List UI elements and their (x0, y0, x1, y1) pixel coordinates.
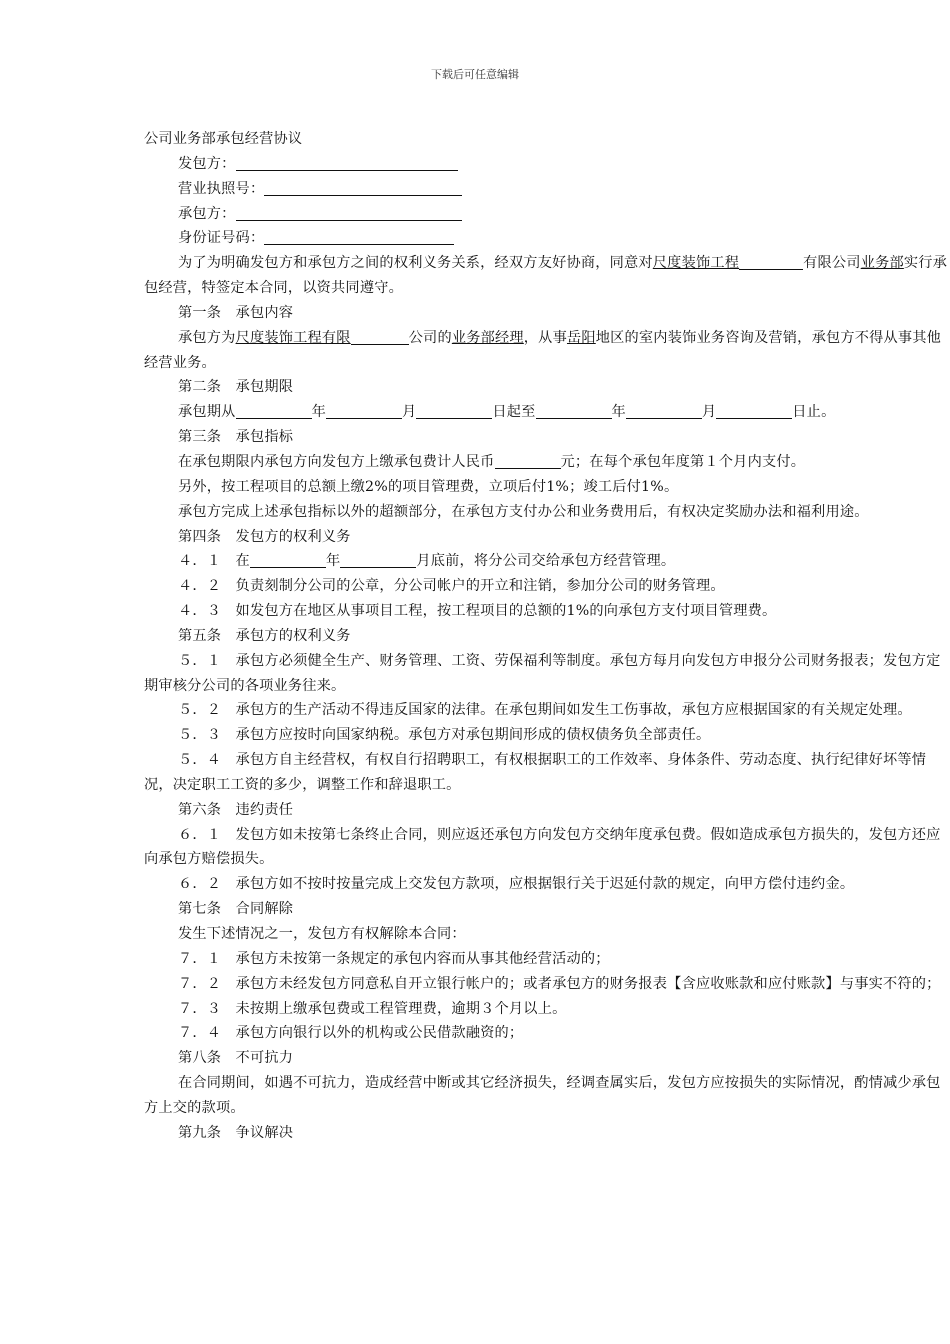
field-label: 营业执照号： (178, 180, 265, 197)
document-body (144, 127, 948, 1146)
intro-text: 为了为明确发包方和承包方之间的权利义务关系，经双方友好协商，同意对 (178, 255, 653, 272)
blank-line (495, 450, 561, 469)
text: 年 (311, 404, 326, 421)
article-1-text (144, 326, 948, 376)
blank-line (264, 226, 454, 245)
intro-paragraph (144, 251, 948, 301)
company-name: 尺度装饰工程有限 (235, 329, 351, 346)
field-license (144, 177, 948, 202)
blank-line (236, 152, 458, 171)
text: 月 (701, 404, 717, 421)
article-1-heading: 第一条 承包内容 (178, 304, 294, 321)
blank-line (236, 400, 312, 419)
article-4-heading: 第四条 发包方的权利义务 (178, 528, 351, 545)
article-8-text: 在合同期间，如遇不可抗力，造成经营中断或其它经济损失，经调查属实后，发包方应按损失的实际情况，酌情减少承包方上交的款项。 (144, 1075, 941, 1116)
text: 承包期从 (178, 404, 236, 421)
article-3-heading: 第三条 承包指标 (178, 429, 294, 446)
blank-line (739, 251, 803, 270)
article-5-heading: 第五条 承包方的权利义务 (178, 627, 351, 644)
article-6-item-2: ６．２ 承包方如不按时按量完成上交发包方款项，应根据银行关于迟延付款的规定，向甲方偿付违约金。 (178, 876, 855, 893)
article-6-item-1: ６．１ 发包方如未按第七条终止合同，则应返还承包方向发包方交纳年度承包费。假如造成承包方损失的，发包方还应向承包方赔偿损失。 (144, 826, 941, 868)
text: 日起至 (492, 404, 536, 421)
field-label: 身份证号码： (178, 230, 265, 247)
article-2-heading: 第二条 承包期限 (178, 379, 294, 396)
article-7-heading: 第七条 合同解除 (178, 901, 294, 918)
blank-line (340, 549, 416, 568)
article-4-item-2: ４．２ 负责刻制分公司的公章，分公司帐户的开立和注销，参加分公司的财务管理。 (178, 578, 725, 595)
text: 年 (325, 553, 341, 570)
article-7-item-2: ７．２ 承包方未经发包方同意私自开立银行帐户的；或者承包方的财务报表【含应收账款和应付账款】与事实不符的； (178, 975, 941, 992)
article-5-item-4: ５．４ 承包方自主经营权，有权自行招聘职工，有权根据职工的工作效率、身体条件、劳动态度、执行纪律好坏等情况，决定职工工资的多少，调整工作和辞退职工。 (144, 752, 927, 793)
article-3-fee (144, 450, 948, 475)
text: ，从事 (523, 329, 567, 346)
blank-line (250, 549, 326, 568)
text: 月 (401, 404, 417, 421)
article-5-item-3: ５．３ 承包方应按时向国家纳税。承包方对承包期间形成的债权债务负全部责任。 (178, 727, 711, 744)
article-7-item-4: ７．４ 承包方向银行以外的机构或公民借款融资的； (178, 1025, 524, 1042)
blank-line (351, 326, 409, 345)
article-4-item-3: ４．３ 如发包方在地区从事项目工程，按工程项目的总额的1%的向承包方支付项目管理费。 (178, 603, 777, 620)
article-7-item-1: ７．１ 承包方未按第一条规定的承包内容而从事其他经营活动的； (178, 950, 610, 967)
field-id-number (144, 226, 948, 251)
department-name: 业务部 (860, 255, 904, 272)
text: 年 (611, 404, 626, 421)
article-2-text (144, 400, 948, 425)
article-7-item-3: ７．３ 未按期上缴承包费或工程管理费，逾期３个月以上。 (178, 1000, 567, 1017)
article-5-item-1: ５．１ 承包方必须健全生产、财务管理、工资、劳保福利等制度。承包方每月向发包方申报分公司财务报表；发包方定期审核分公司的各项业务往来。 (144, 652, 941, 694)
article-5-item-2: ５．２ 承包方的生产活动不得违反国家的法律。在承包期间如发生工伤事故，承包方应根据国家的有关规定处理。 (178, 702, 912, 719)
region-name: 岳阳 (566, 329, 596, 346)
article-7-lead: 发生下述情况之一，发包方有权解除本合同： (178, 926, 466, 942)
field-label: 承包方： (178, 205, 236, 222)
text: 承包方为 (178, 329, 236, 346)
text: 公司的 (408, 329, 452, 346)
document-title: 公司业务部承包经营协议 (144, 131, 303, 147)
field-label: 发包方： (178, 155, 236, 172)
blank-line (326, 400, 402, 419)
article-6-heading: 第六条 违约责任 (178, 801, 294, 818)
intro-text: 有限公司 (803, 255, 861, 272)
intro-text: 实行承包经营，特签定本合同，以资共同遵守。 (144, 255, 948, 297)
text: 地区的室内装饰业务咨询及营销，承包方不得从事其他经营业务。 (144, 329, 942, 371)
article-9-heading: 第九条 争议解决 (178, 1124, 294, 1141)
field-contractor (144, 202, 948, 227)
text: 月底前，将分公司交给承包方经营管理。 (416, 553, 676, 570)
position-name: 业务部经理 (451, 329, 524, 346)
blank-line (536, 400, 612, 419)
article-4-item-1 (144, 549, 948, 574)
text: 在承包期限内承包方向发包方上缴承包费计人民币 (178, 453, 495, 470)
blank-line (236, 202, 462, 221)
field-issuer (144, 152, 948, 177)
article-3-surplus: 承包方完成上述承包指标以外的超额部分，在承包方支付办公和业务费用后，有权决定奖励办法和福利用途。 (178, 503, 869, 520)
article-8-heading: 第八条 不可抗力 (178, 1050, 294, 1067)
page-header: 下载后可任意编辑 (431, 68, 519, 81)
blank-line (416, 400, 492, 419)
blank-line (626, 400, 702, 419)
company-name: 尺度装饰工程 (652, 255, 740, 272)
blank-line (264, 177, 462, 196)
text: 元；在每个承包年度第１个月内支付。 (560, 453, 806, 470)
blank-line (716, 400, 792, 419)
text: ４．１ 在 (178, 553, 250, 570)
article-3-management-fee: 另外，按工程项目的总额上缴2%的项目管理费，立项后付1%；竣工后付1%。 (178, 478, 679, 495)
text: 日止。 (792, 404, 836, 421)
